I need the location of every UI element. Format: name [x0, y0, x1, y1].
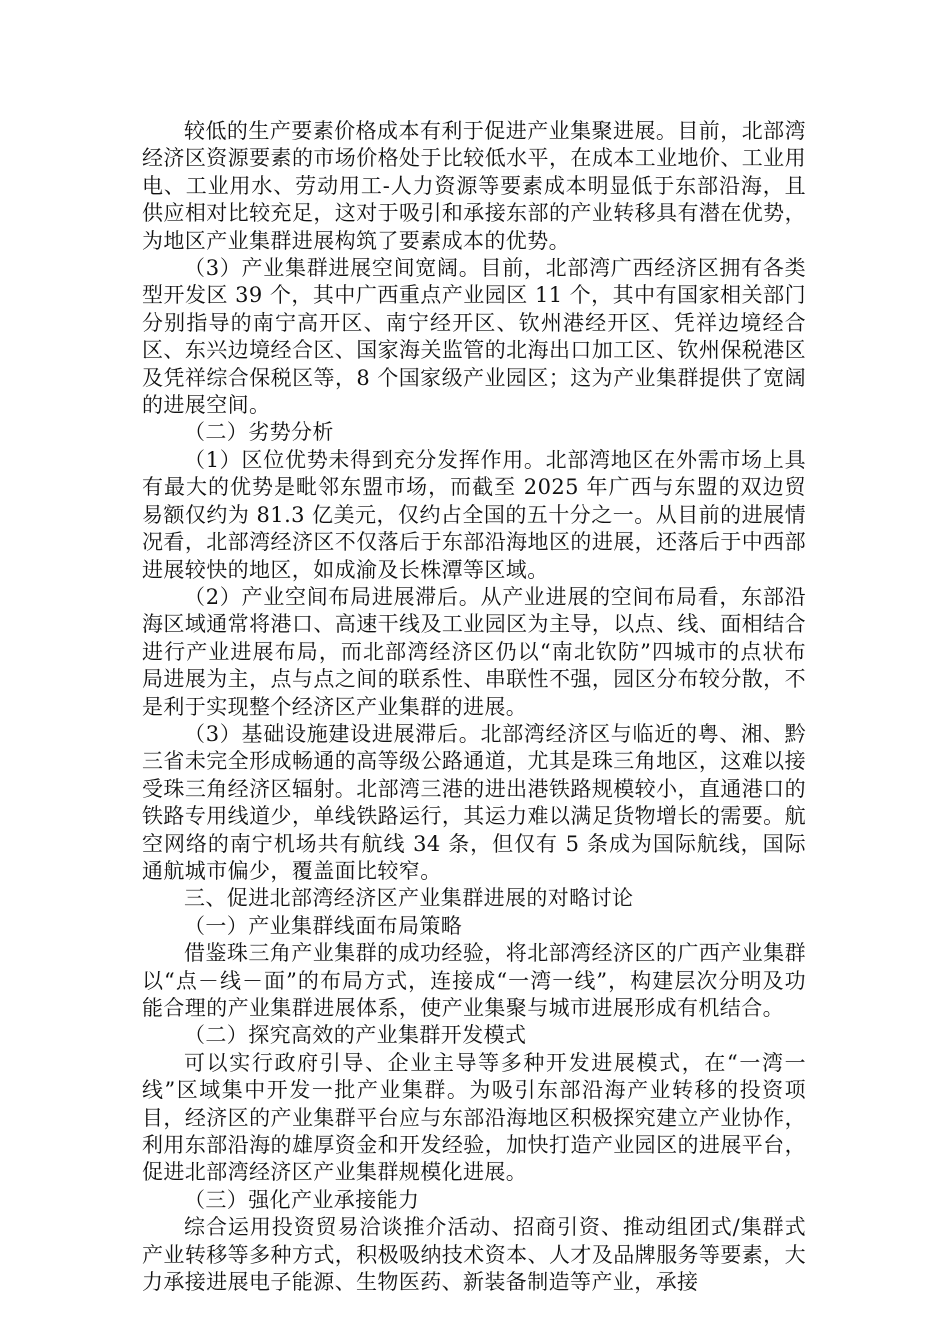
heading-weakness-analysis: （二）劣势分析: [184, 420, 334, 445]
paragraph-infrastructure: （3）基础设施建设进展滞后。北部湾经济区与临近的粤、湘、黔三省未完全形成畅通的高等级公路通道，尤其是珠三角地区，这难以接受珠三角经济区辐射。北部湾三港的进出港铁路规模较小，直通港口的铁路专用线道少，单线铁路运行，其运力难以满足货物增长的需要。航空网络的南宁机场共有航线 34 条，但仅有 5 条成为国际航线，国际通航城市偏少，覆盖面比较窄。: [142, 721, 806, 883]
paragraph-development-mode: 可以实行政府引导、企业主导等多种开发进展模式，在“一湾一线”区域集中开发一批产业集群。为吸引东部沿海产业转移的投资项目，经济区的产业集群平台应与东部沿海地区积极探究建立产业协作，利用东部沿海的雄厚资金和开发经验，加快打造产业园区的进展平台，促进北部湾经济区产业集群规模化进展。: [142, 1050, 806, 1185]
body-text: [142, 118, 806, 1296]
paragraph-factor-cost: 较低的生产要素价格成本有利于促进产业集聚进展。目前，北部湾经济区资源要素的市场价格处于比较低水平，在成本工业地价、工业用电、工业用水、劳动用工-人力资源等要素成本明显低于东部沿海，且供应相对比较充足，这对于吸引和承接东部的产业转移具有潜在优势，为地区产业集群进展构筑了要素成本的优势。: [142, 119, 806, 253]
heading-undertaking-capacity: （三）强化产业承接能力: [184, 1187, 420, 1212]
paragraph-development-space: （3）产业集群进展空间宽阔。目前，北部湾广西经济区拥有各类型开发区 39 个，其中广西重点产业园区 11 个，其中有国家相关部门分别指导的南宁高开区、南宁经开区、钦州港经开区、凭祥边境经合区、东兴边境经合区、国家海关监管的北海出口加工区、钦州保税港区及凭祥综合保税区等，8 个国家级产业园区；这为产业集群提供了宽阔的进展空间。: [142, 256, 806, 418]
paragraph-undertaking-capacity: 综合运用投资贸易洽谈推介活动、招商引资、推动组团式/集群式产业转移等多种方式，积极吸纳技术资本、人才及品牌服务等要素，大力承接进展电子能源、生物医药、新装备制造等产业，承接: [142, 1215, 806, 1295]
paragraph-line-surface-strategy: 借鉴珠三角产业集群的成功经验，将北部湾经济区的广西产业集群以“点－线－面”的布局方式，连接成“一湾一线”，构建层次分明及功能合理的产业集群进展体系，使产业集聚与城市进展形成有机结合。: [142, 941, 806, 1020]
paragraph-spatial-layout: （2）产业空间布局进展滞后。从产业进展的空间布局看，东部沿海区域通常将港口、高速干线及工业园区为主导，以点、线、面相结合进行产业进展布局，而北部湾经济区仍以“南北钦防”四城市的点状布局进展为主，点与点之间的联系性、串联性不强，园区分布较分散，不是利于实现整个经济区产业集群的进展。: [142, 584, 806, 719]
heading-line-surface-strategy: （一）产业集群线面布局策略: [184, 913, 463, 938]
heading-section-three: 三、促进北部湾经济区产业集群进展的对略讨论: [184, 886, 634, 911]
heading-development-mode: （二）探究高效的产业集群开发模式: [184, 1023, 527, 1048]
paragraph-location-advantage: （1）区位优势未得到充分发挥作用。北部湾地区在外需市场上具有最大的优势是毗邻东盟市场，而截至 2025 年广西与东盟的双边贸易额仅约为 81.3 亿美元，仅约占全国的五十分之一。从目前的进展情况看，北部湾经济区不仅落后于东部沿海地区的进展，还落后于中西部进展较快的地区，如成渝及长株潭等区域。: [142, 447, 806, 582]
